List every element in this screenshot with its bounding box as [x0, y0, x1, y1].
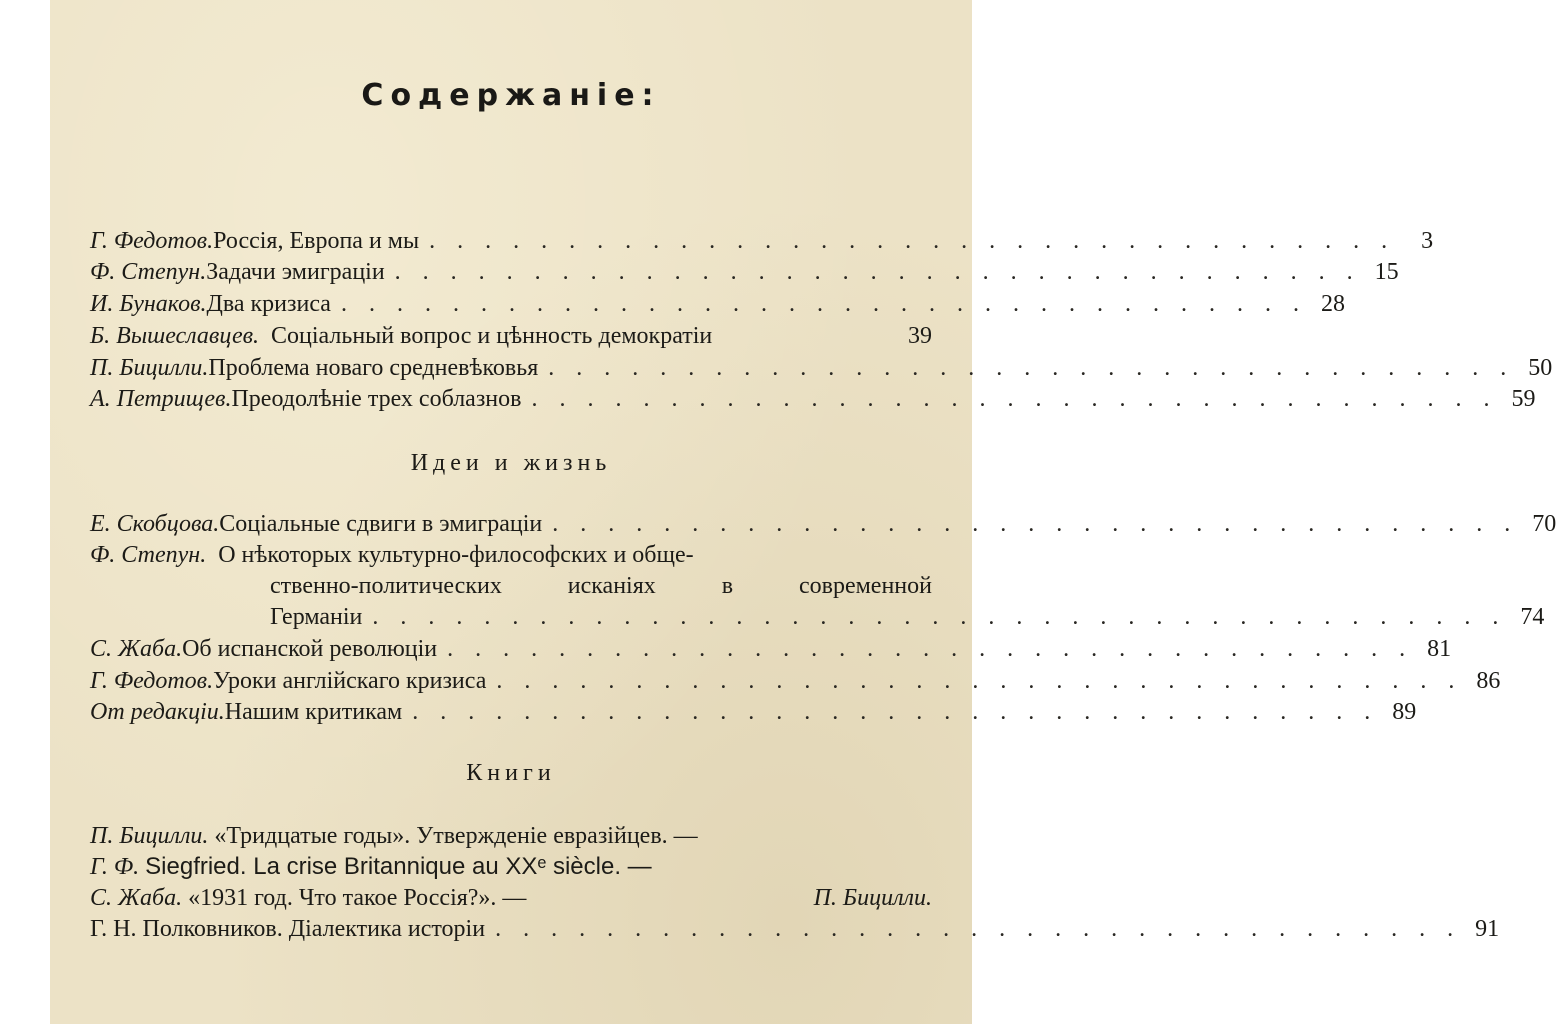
entry-page: 28 [1320, 291, 1345, 317]
toc-entry [90, 633, 1452, 665]
entry-title: Уроки англійскаго кризиса [213, 668, 487, 694]
entry-author: И. Бунаков. [90, 291, 207, 317]
leader-dots: . . . . . . . . . . . . . . . . . . . . . . . . . . . . . . . . . . . [429, 228, 1396, 254]
toc-entry [90, 225, 1434, 257]
entry-author: С. Жаба. [90, 636, 183, 662]
entry-page: 3 [1421, 228, 1434, 254]
entry-author: Ф. Степун. [90, 542, 207, 568]
entry-author: П. Бицилли. [90, 355, 209, 381]
section-heading-ideas: Идеи и жизнь [410, 450, 612, 476]
entry-page: 81 [1427, 636, 1452, 662]
entry-title-line2 [270, 570, 932, 602]
entry-title-line1: О нѣкоторых культурно-философских и обще- [218, 542, 694, 568]
leader-dots: . . . . . . . . . . . . . . . . . . . . . . . . . . . . . . . . . . . [340, 291, 1307, 317]
entry-page: 86 [1476, 668, 1501, 694]
entry-title: Два кризиса [206, 291, 331, 317]
books-author-2: П. Бицилли. [813, 885, 932, 911]
leader-dots: . . . . . . . . . . . . . . . . . . . . . . . . . . . . . . . . . . . [531, 386, 1498, 412]
leader-dots: . . . . . . . . . . . . . . . . . . . . . . . . . . . . . . . . . . . [394, 259, 1361, 285]
leader-dots: . . . . . . . . . . . . . . . . . . . . . . . . . . . . . . . . . . . [447, 636, 1414, 662]
entry-title: Задачи эмиграціи [206, 259, 385, 285]
toc-entry [90, 288, 1345, 320]
entry-author: Б. Вышеславцев. [90, 323, 260, 349]
leader-dots: . . . . . . . . . . . . . . . . . . . . . . . . . . . . . . . . . . . [552, 511, 1519, 537]
books-line [90, 820, 932, 852]
books-line [90, 913, 1500, 945]
toc-entry [90, 696, 1417, 728]
word: исканіях [567, 573, 656, 599]
book-page [50, 0, 1556, 1024]
books-author: Г. Ф. [90, 854, 140, 880]
page-title: Содержаніе: [361, 78, 661, 113]
entry-title: Соціальный вопрос и цѣнность демократіи [271, 323, 713, 349]
entry-page: 89 [1392, 699, 1417, 725]
entry-page: 74 [1520, 604, 1545, 630]
toc-entry-continuation [270, 601, 1545, 633]
toc-entry [90, 352, 1553, 384]
section-heading-books: Книги [466, 760, 556, 786]
entry-author: А. Петрищев. [90, 386, 232, 412]
toc-entry [90, 665, 1501, 697]
books-text: Г. Н. Полковников. Діалектика исторіи [90, 916, 486, 942]
entry-title: Преодолѣніе трех соблазнов [231, 386, 522, 412]
toc-entry [90, 320, 932, 352]
entry-page: 50 [1528, 355, 1553, 381]
leader-dots: . . . . . . . . . . . . . . . . . . . . . . . . . . . . . . . . . . . [548, 355, 1515, 381]
entry-author: Е. Скобцова. [90, 511, 220, 537]
entry-title: Соціальные сдвиги в эмиграціи [219, 511, 543, 537]
entry-title: Проблема новаго средневѣковья [208, 355, 539, 381]
word: ственно-политических [270, 573, 502, 599]
books-author: С. Жаба. [90, 885, 183, 911]
entry-author: Г. Федотов. [90, 668, 214, 694]
books-text: Siegfried. La crise Britannique au XXᵉ siècle. — [145, 853, 652, 880]
entry-page: 70 [1532, 511, 1556, 537]
entry-title-line3: Германіи [270, 604, 363, 630]
toc-entry [90, 539, 932, 571]
word: в [721, 573, 734, 599]
entry-author: От редакціи. [90, 699, 225, 725]
leader-dots: . . . . . . . . . . . . . . . . . . . . . . . . . . . . . . . . . . . [495, 916, 1462, 942]
entry-author: Г. Федотов. [90, 228, 214, 254]
leader-dots: . . . . . . . . . . . . . . . . . . . . . . . . . . . . . . . . . . . [412, 699, 1379, 725]
entry-page: 59 [1511, 386, 1536, 412]
toc-entry [90, 383, 1536, 415]
toc-entry [90, 508, 1556, 540]
entry-title: Нашим критикам [224, 699, 403, 725]
books-line [90, 882, 932, 914]
entry-title: Об испанской революціи [182, 636, 438, 662]
entry-page: 15 [1374, 259, 1399, 285]
books-author: П. Бицилли. [90, 823, 209, 849]
leader-dots: . . . . . . . . . . . . . . . . . . . . . . . . . . . . . . . . . . . [496, 668, 1463, 694]
entry-page: 39 [908, 323, 932, 349]
entry-title: Россія, Европа и мы [213, 228, 420, 254]
books-text: «Тридцатые годы». Утвержденіе евразійцев. — [214, 823, 698, 849]
entry-author: Ф. Степун. [90, 259, 207, 285]
word: современной [798, 573, 932, 599]
books-line [90, 851, 932, 883]
toc-entry [90, 256, 1399, 288]
entry-page: 91 [1475, 916, 1500, 942]
books-text: «1931 год. Что такое Россія?». — [188, 885, 527, 911]
leader-dots: . . . . . . . . . . . . . . . . . . . . . . . . . . . . . . . . . . . . . . . . . [372, 604, 1507, 630]
